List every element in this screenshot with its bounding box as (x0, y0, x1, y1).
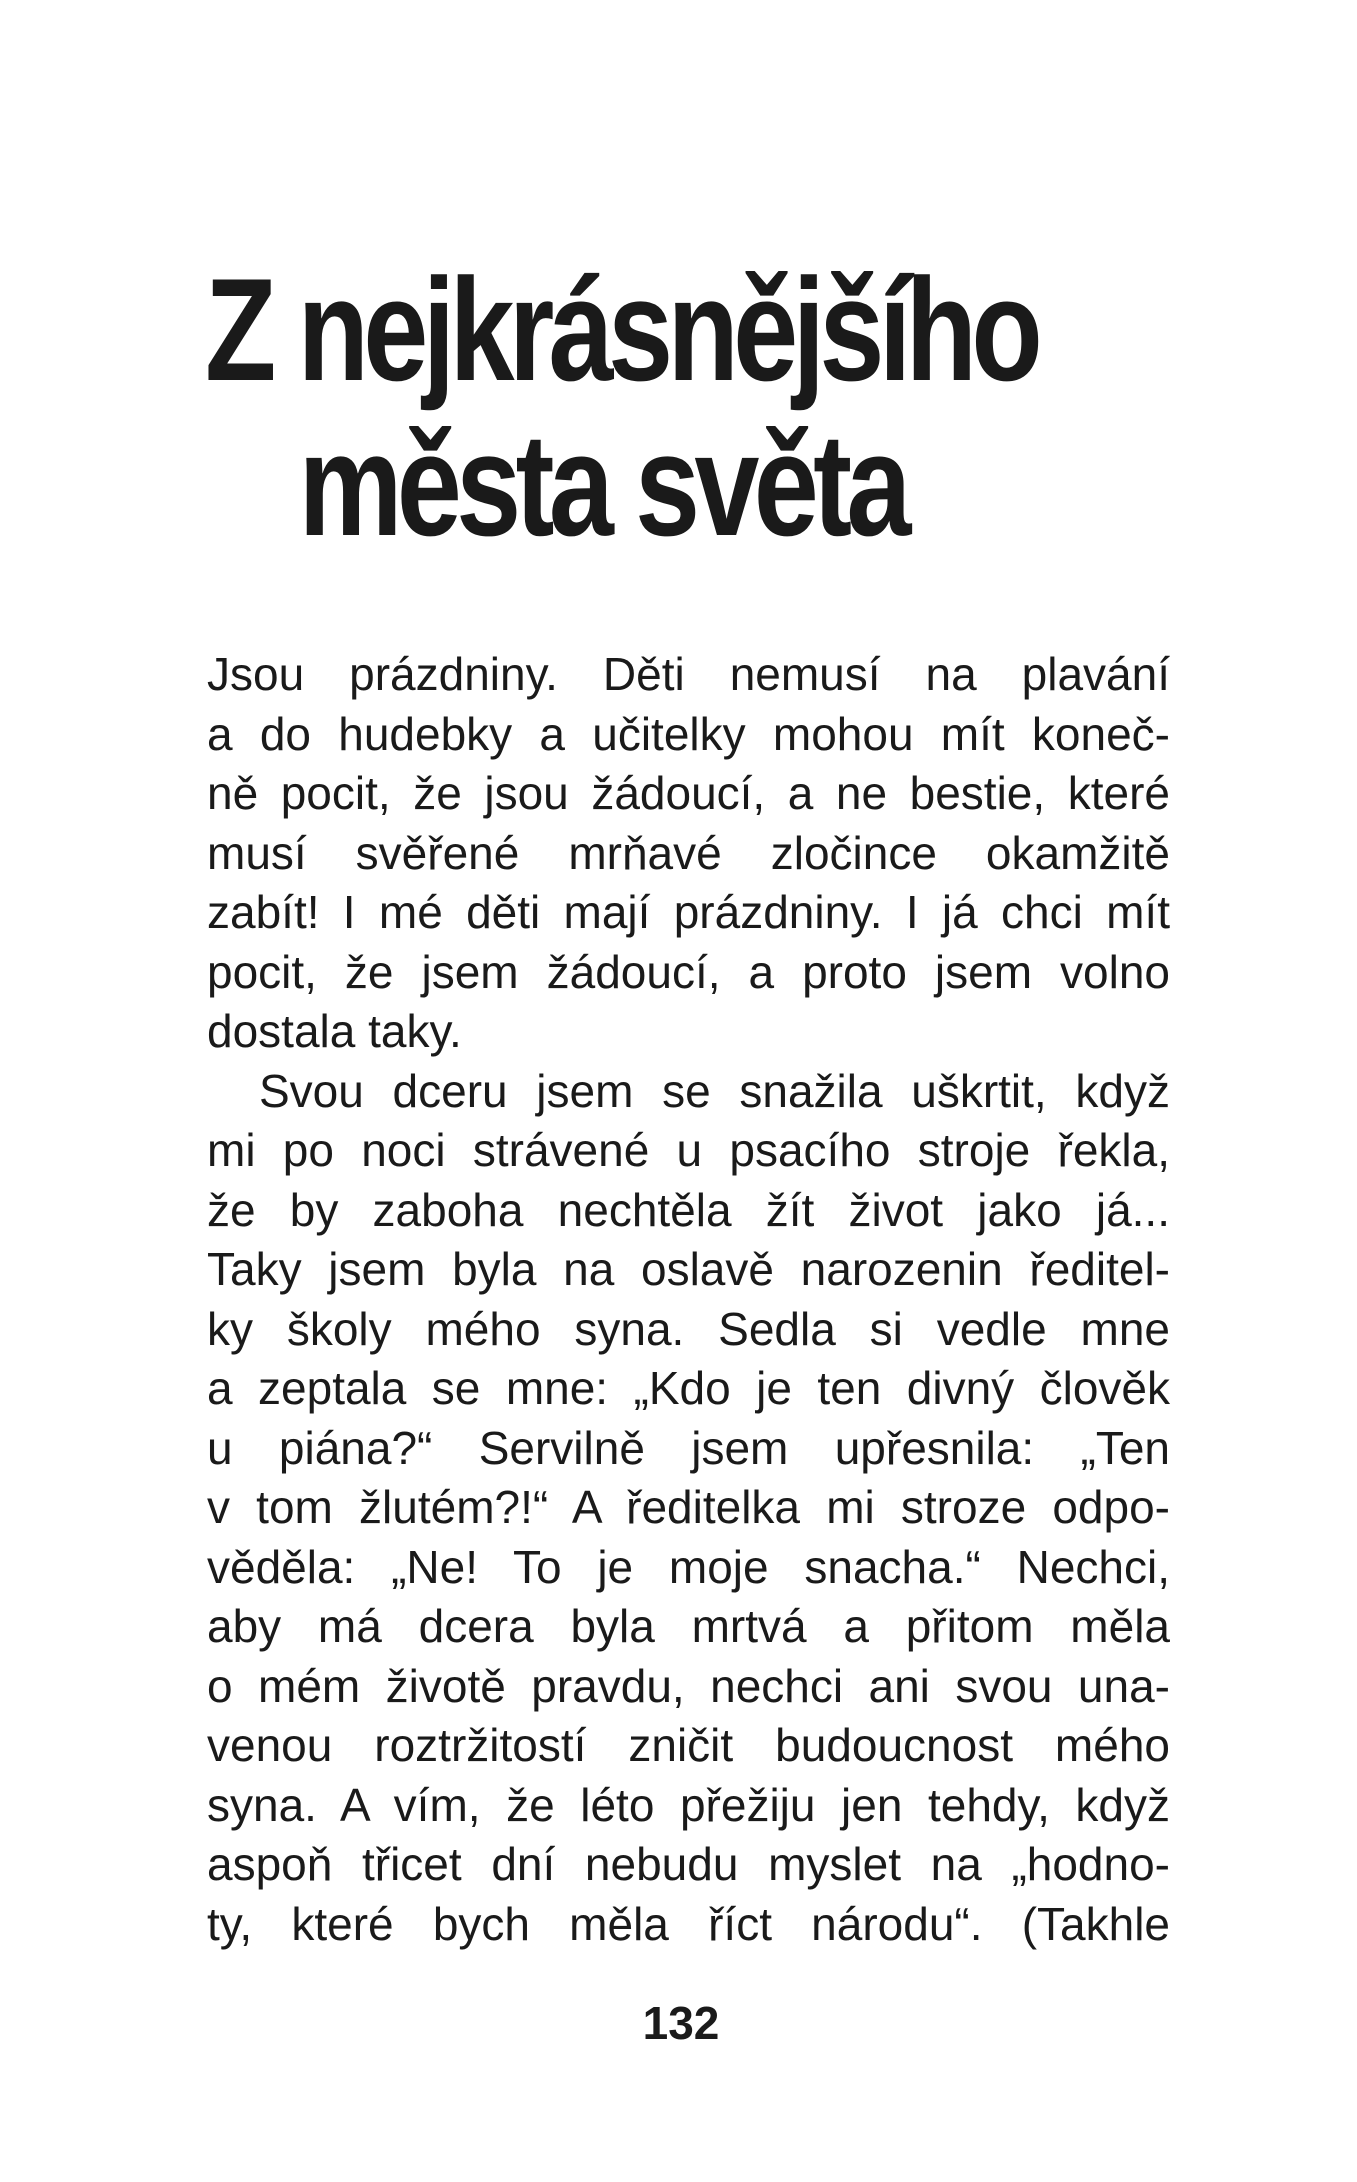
text-line: venou roztržitostí zničit budoucnost mého (207, 1719, 1170, 1771)
chapter-title (205, 248, 1038, 566)
text-line: aby má dcera byla mrtvá a přitom měla (207, 1600, 1170, 1652)
page-number: 132 (642, 1997, 720, 2049)
text-line: ky školy mého syna. Sedla si vedle mne (207, 1302, 1170, 1355)
text-line: mi po noci strávené u psacího stroje řekla, (207, 1124, 1170, 1176)
text-line: aspoň třicet dní nebudu myslet na „hodno- (207, 1838, 1170, 1890)
text-line: Jsou prázdniny. Děti nemusí na plavání (207, 648, 1170, 700)
text-line: a zeptala se mne: „Kdo je ten divný člověk (207, 1362, 1170, 1414)
text-line: v tom žlutém?!“ A ředitelka mi stroze odpo- (207, 1481, 1170, 1533)
text-line: u piána?“ Servilně jsem upřesnila: „Ten (207, 1421, 1170, 1474)
text-line: syna. A vím, že léto přežiju jen tehdy, když (207, 1778, 1170, 1831)
text-line: ty, které bych měla říct národu“. (Takhle (207, 1897, 1170, 1950)
chapter-title-line-2: města světa (298, 403, 906, 566)
text-line: musí svěřené mrňavé zločince okamžitě (207, 826, 1170, 879)
text-line: věděla: „Ne! To je moje snacha.“ Nechci, (207, 1540, 1170, 1593)
body-text (207, 645, 1170, 1954)
text-line: o mém životě pravdu, nechci ani svou una- (207, 1659, 1170, 1712)
text-line: ně pocit, že jsou žádoucí, a ne bestie, které (207, 767, 1170, 819)
text-line: pocit, že jsem žádoucí, a proto jsem volno (207, 945, 1170, 998)
text-line: Taky jsem byla na oslavě narozenin ředitel- (207, 1243, 1170, 1295)
chapter-title-line-1: Z nejkrásnějšího (205, 248, 1038, 411)
text-line: Svou dceru jsem se snažila uškrtit, když (259, 1064, 1170, 1117)
text-line: že by zaboha nechtěla žít život jako já... (207, 1183, 1170, 1236)
text-line: dostala taky. (207, 1005, 462, 1057)
text-line: a do hudebky a učitelky mohou mít koneč- (207, 707, 1170, 760)
text-line: zabít! I mé děti mají prázdniny. I já chci mít (207, 886, 1170, 938)
